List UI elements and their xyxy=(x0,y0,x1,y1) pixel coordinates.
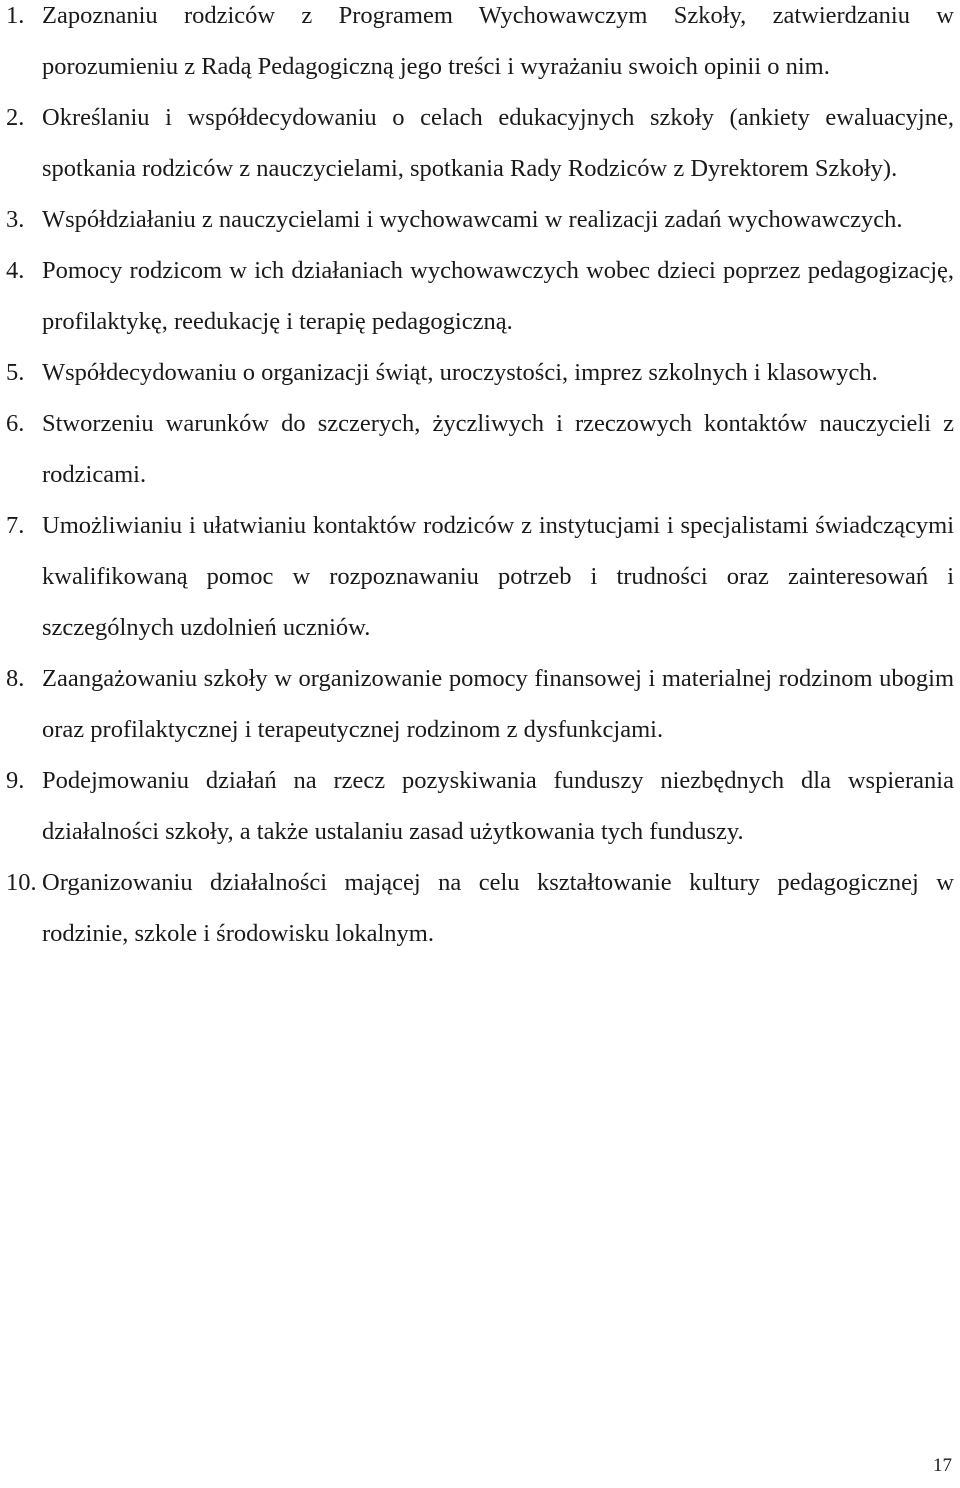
list-item-number: 5. xyxy=(6,359,25,386)
list-item-text: Współdecydowaniu o organizacji świąt, uroczystości, imprez szkolnych i klasowych. xyxy=(42,359,878,386)
list-item xyxy=(0,245,960,347)
list-item-number: 4. xyxy=(6,257,25,284)
list-item-text: Pomocy rodzicom w ich działaniach wychowawczych wobec dzieci poprzez pedagogizację, profilaktykę, reedukację i terapię pedagogiczną. xyxy=(42,257,954,335)
list-item xyxy=(0,653,960,755)
list-item-number: 9. xyxy=(6,767,25,794)
list-item xyxy=(0,0,960,92)
list-item-number: 3. xyxy=(6,206,25,233)
list-item-text: Umożliwianiu i ułatwianiu kontaktów rodziców z instytucjami i specjalistami świadczącymi kwalifikowaną pomoc w rozpoznawaniu potrzeb i trudności oraz zainteresowań i szczególnych uzdolnień uczniów. xyxy=(42,512,954,641)
list-item xyxy=(0,347,960,398)
list-item xyxy=(0,755,960,857)
list-item xyxy=(0,500,960,653)
list-item-text: Organizowaniu działalności mającej na celu kształtowanie kultury pedagogicznej w rodzinie, szkole i środowisku lokalnym. xyxy=(42,869,954,947)
list-item-number: 8. xyxy=(6,665,25,692)
list-item-text: Podejmowaniu działań na rzecz pozyskiwania funduszy niezbędnych dla wspierania działalności szkoły, a także ustalaniu zasad użytkowania tych funduszy. xyxy=(42,767,954,845)
list-item-number: 10. xyxy=(6,869,37,896)
list-item xyxy=(0,92,960,194)
list-item xyxy=(0,194,960,245)
list-item xyxy=(0,857,960,959)
list-item-text: Zapoznaniu rodziców z Programem Wychowawczym Szkoły, zatwierdzaniu w porozumieniu z Radą Pedagogiczną jego treści i wyrażaniu swoich opinii o nim. xyxy=(42,2,954,80)
list-item-text: Zaangażowaniu szkoły w organizowanie pomocy finansowej i materialnej rodzinom ubogim oraz profilaktycznej i terapeutycznej rodzinom z dysfunkcjami. xyxy=(42,665,954,743)
list-item-text: Określaniu i współdecydowaniu o celach edukacyjnych szkoły (ankiety ewaluacyjne, spotkania rodziców z nauczycielami, spotkania Rady Rodziców z Dyrektorem Szkoły). xyxy=(42,104,954,182)
list-item-number: 2. xyxy=(6,104,25,131)
list-item-text: Stworzeniu warunków do szczerych, życzliwych i rzeczowych kontaktów nauczycieli z rodzicami. xyxy=(42,410,954,488)
list-item-number: 6. xyxy=(6,410,25,437)
list-item-number: 7. xyxy=(6,512,25,539)
list-item-number: 1. xyxy=(6,2,25,29)
list-item xyxy=(0,398,960,500)
list-item-text: Współdziałaniu z nauczycielami i wychowawcami w realizacji zadań wychowawczych. xyxy=(42,206,903,233)
page-number: 17 xyxy=(933,1455,952,1476)
